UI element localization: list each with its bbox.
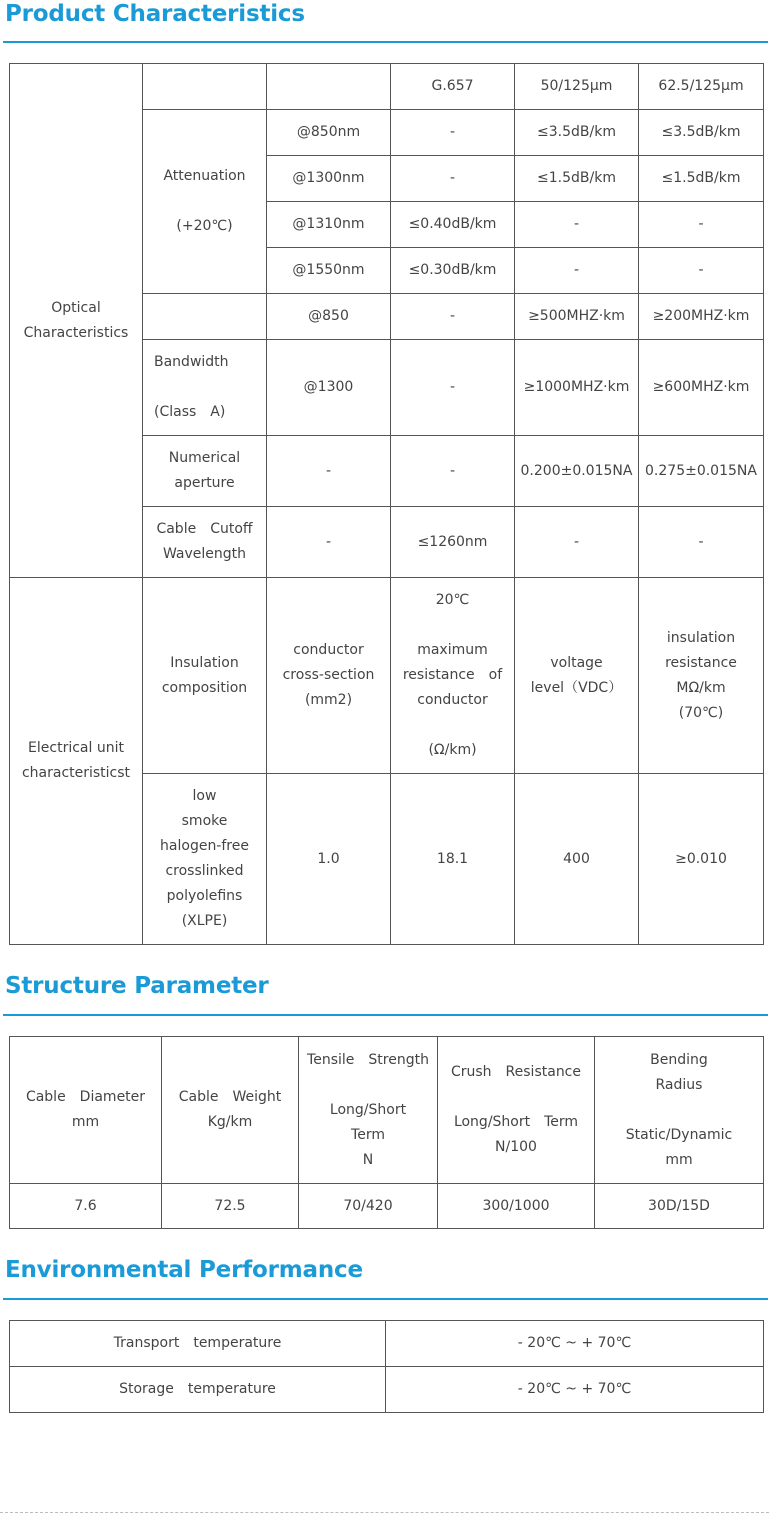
environmental-performance-table (9, 1320, 764, 1413)
table-cell: - (391, 436, 515, 507)
table-cell: 72.5 (162, 1184, 299, 1229)
table-cell: - (639, 507, 764, 578)
table-cell: ≤1.5dB/km (639, 156, 764, 202)
table-cell: - 20℃ ~ + 70℃ (386, 1367, 764, 1413)
table-cell: - (639, 202, 764, 248)
numerical-aperture-label: Numerical aperture (143, 436, 267, 507)
column-header: Bending Radius Static/Dynamic mm (595, 1037, 764, 1184)
table-cell: 18.1 (391, 774, 515, 945)
electrical-unit-table (9, 577, 764, 945)
column-header: Tensile Strength Long/Short Term N (299, 1037, 438, 1184)
structure-parameter-table (9, 1036, 764, 1229)
table-cell: ≤0.40dB/km (391, 202, 515, 248)
table-cell: - (391, 340, 515, 436)
table-row (10, 578, 764, 774)
product-characteristics-heading: Product Characteristics (5, 1, 305, 27)
column-header: 50/125μm (515, 64, 639, 110)
table-cell: ≥1000MHZ·km (515, 340, 639, 436)
table-cell: ≤3.5dB/km (515, 110, 639, 156)
table-cell: - (391, 110, 515, 156)
environmental-performance-heading: Environmental Performance (5, 1257, 363, 1283)
table-cell: - (267, 507, 391, 578)
table-cell: 30D/15D (595, 1184, 764, 1229)
table-cell: ≥0.010 (639, 774, 764, 945)
column-header: voltage level（VDC） (515, 578, 639, 774)
column-header: 62.5/125μm (639, 64, 764, 110)
section-divider (3, 1298, 768, 1300)
table-row (10, 1321, 764, 1367)
electrical-unit-label: Electrical unit characteristicst (10, 578, 143, 945)
product-characteristics-table (9, 63, 764, 578)
column-header: Cable Weight Kg/km (162, 1037, 299, 1184)
column-header: 20℃ maximum resistance of conductor (Ω/km) (391, 578, 515, 774)
table-cell: @1300nm (267, 156, 391, 202)
column-header: insulation resistance MΩ/km (70℃) (639, 578, 764, 774)
table-cell: 1.0 (267, 774, 391, 945)
table-cell: ≤3.5dB/km (639, 110, 764, 156)
table-cell: ≤0.30dB/km (391, 248, 515, 294)
table-cell: @1310nm (267, 202, 391, 248)
table-cell (267, 64, 391, 110)
table-row (10, 1037, 764, 1184)
table-cell: - (391, 156, 515, 202)
optical-characteristics-label: Optical Characteristics (10, 64, 143, 578)
table-cell: @850nm (267, 110, 391, 156)
table-cell: Storage temperature (10, 1367, 386, 1413)
column-header: Crush Resistance Long/Short Term N/100 (438, 1037, 595, 1184)
page-bottom-divider (0, 1512, 769, 1513)
table-cell: - (639, 248, 764, 294)
table-cell: 0.200±0.015NA (515, 436, 639, 507)
table-cell: ≤1.5dB/km (515, 156, 639, 202)
table-row (10, 1184, 764, 1229)
column-header: G.657 (391, 64, 515, 110)
table-cell (143, 64, 267, 110)
attenuation-label: Attenuation (+20℃) (143, 110, 267, 294)
table-row (10, 1367, 764, 1413)
table-cell: - (515, 248, 639, 294)
structure-parameter-heading: Structure Parameter (5, 973, 269, 999)
table-cell: - 20℃ ~ + 70℃ (386, 1321, 764, 1367)
table-cell: ≥200MHZ·km (639, 294, 764, 340)
table-cell: @850 (267, 294, 391, 340)
column-header: Insulation composition (143, 578, 267, 774)
section-divider (3, 41, 768, 43)
table-cell: 300/1000 (438, 1184, 595, 1229)
table-cell: low smoke halogen-free crosslinked polyolefins (XLPE) (143, 774, 267, 945)
table-cell: 70/420 (299, 1184, 438, 1229)
table-cell: Transport temperature (10, 1321, 386, 1367)
section-divider (3, 1014, 768, 1016)
table-cell: - (391, 294, 515, 340)
cable-cutoff-wavelength-label: Cable Cutoff Wavelength (143, 507, 267, 578)
table-cell: - (515, 202, 639, 248)
table-cell: @1300 (267, 340, 391, 436)
table-cell: 7.6 (10, 1184, 162, 1229)
table-cell: - (515, 507, 639, 578)
table-cell: @1550nm (267, 248, 391, 294)
table-row (10, 64, 764, 110)
bandwidth-label: Bandwidth (Class A) (143, 340, 267, 436)
table-cell: 400 (515, 774, 639, 945)
table-cell: ≥600MHZ·km (639, 340, 764, 436)
table-cell: - (267, 436, 391, 507)
table-cell (143, 294, 267, 340)
column-header: conductor cross-section (mm2) (267, 578, 391, 774)
table-cell: ≥500MHZ·km (515, 294, 639, 340)
table-cell: 0.275±0.015NA (639, 436, 764, 507)
table-cell: ≤1260nm (391, 507, 515, 578)
column-header: Cable Diameter mm (10, 1037, 162, 1184)
